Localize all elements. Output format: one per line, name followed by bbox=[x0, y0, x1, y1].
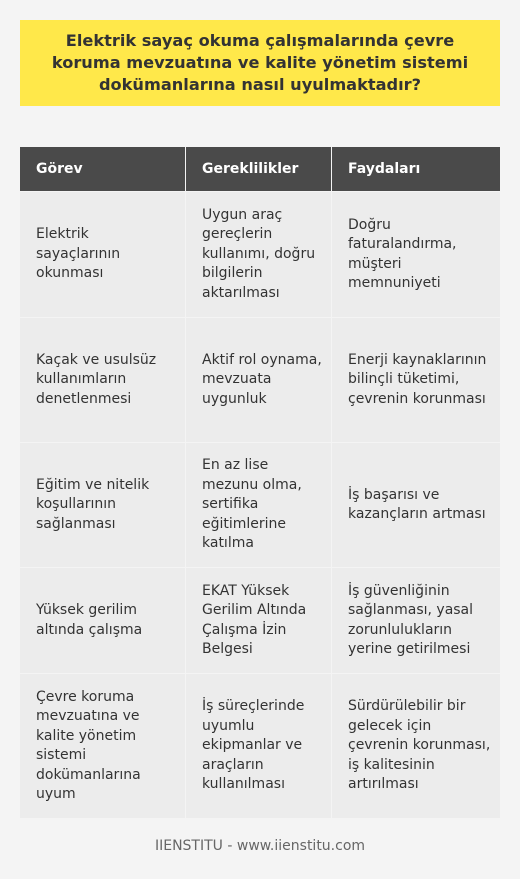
table-cell-requirements: En az lise mezunu olma, sertifika eğitimlerine katılma bbox=[185, 442, 331, 567]
table-cell-requirements: Aktif rol oynama, mevzuata uygunluk bbox=[185, 317, 331, 442]
table-cell-requirements: İş süreçlerinde uyumlu ekipmanlar ve araçların kullanılması bbox=[185, 673, 331, 818]
table-cell-task: Yüksek gerilim altında çalışma bbox=[20, 567, 185, 673]
table-cell-task: Kaçak ve usulsüz kullanımların denetlenmesi bbox=[20, 317, 185, 442]
table-row bbox=[20, 442, 500, 567]
footer-credit: IIENSTITU - www.iienstitu.com bbox=[154, 838, 366, 854]
table-cell-task: Eğitim ve nitelik koşullarının sağlanması bbox=[20, 442, 185, 567]
table-cell-requirements: Uygun araç gereçlerin kullanımı, doğru bilgilerin aktarılması bbox=[185, 191, 331, 317]
column-header-task: Görev bbox=[20, 147, 185, 191]
info-table bbox=[20, 147, 500, 818]
table-cell-benefits: Sürdürülebilir bir gelecek için çevrenin korunması, iş kalitesinin artırılması bbox=[331, 673, 500, 818]
title-banner bbox=[20, 20, 500, 106]
table-cell-benefits: İş güvenliğinin sağlanması, yasal zorunlulukların yerine getirilmesi bbox=[331, 567, 500, 673]
table-cell-benefits: Enerji kaynaklarının bilinçli tüketimi, çevrenin korunması bbox=[331, 317, 500, 442]
table-cell-benefits: Doğru faturalandırma, müşteri memnuniyeti bbox=[331, 191, 500, 317]
table-row bbox=[20, 317, 500, 442]
table-row bbox=[20, 567, 500, 673]
page-title: Elektrik sayaç okuma çalışmalarında çevre koruma mevzuatına ve kalite yönetim sistemi dokümanlarına nasıl uyulmaktadır? bbox=[51, 31, 469, 94]
table-cell-task: Çevre koruma mevzuatına ve kalite yönetim sistemi dokümanlarına uyum bbox=[20, 673, 185, 818]
table-row bbox=[20, 191, 500, 317]
table-cell-benefits: İş başarısı ve kazançların artması bbox=[331, 442, 500, 567]
table-cell-requirements: EKAT Yüksek Gerilim Altında Çalışma İzin Belgesi bbox=[185, 567, 331, 673]
table-row bbox=[20, 673, 500, 818]
table-cell-task: Elektrik sayaçlarının okunması bbox=[20, 191, 185, 317]
column-header-requirements: Gereklilikler bbox=[185, 147, 331, 191]
table-header-row bbox=[20, 147, 500, 191]
column-header-benefits: Faydaları bbox=[331, 147, 500, 191]
